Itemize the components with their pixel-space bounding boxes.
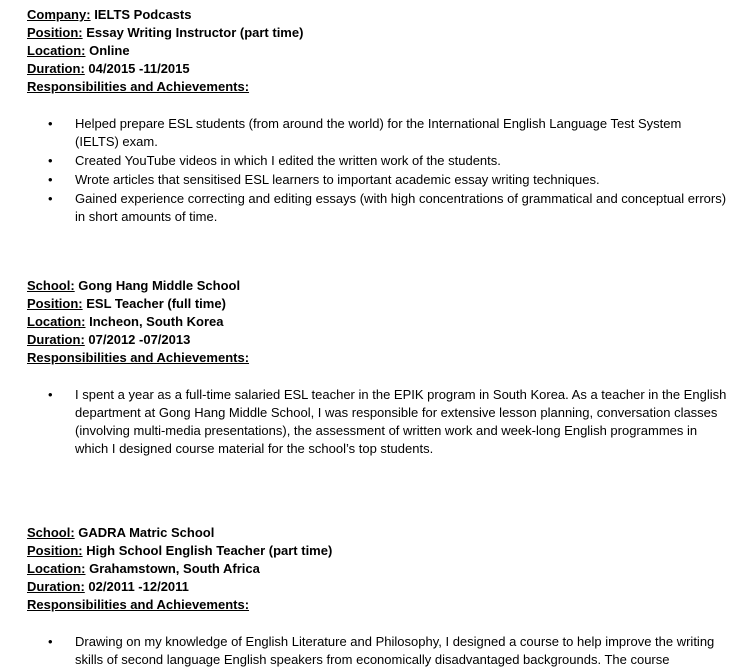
position-value: Essay Writing Instructor (part time)	[86, 25, 304, 40]
location-label: Location:	[27, 314, 86, 329]
job-ielts-bullets	[48, 115, 728, 227]
job-gong-hang-bullets	[48, 386, 728, 459]
location-value: Incheon, South Korea	[89, 314, 224, 329]
responsibilities-heading	[27, 78, 737, 96]
position-line	[27, 24, 737, 42]
responsibilities-heading	[27, 596, 737, 614]
responsibilities-heading	[27, 349, 737, 367]
position-label: Position:	[27, 296, 83, 311]
responsibilities-label: Responsibilities and Achievements:	[27, 79, 250, 94]
job-gadra-bullets	[48, 633, 728, 670]
list-item: • I spent a year as a full-time salaried ESL teacher in the EPIK program in South Korea. As a teacher in the English department at Gong Hang Middle School, I was responsible for extensive lesson planning, conversation classes (involving multi-media presentations), the assessment of written work and week-long English programmes in which I designed course material for the school’s top students.	[48, 386, 728, 458]
duration-value: 04/2015 -11/2015	[88, 61, 190, 76]
company-line	[27, 6, 737, 24]
duration-line	[27, 60, 737, 78]
job-gadra	[27, 524, 737, 614]
job-ielts-podcasts	[27, 6, 737, 96]
responsibilities-label: Responsibilities and Achievements:	[27, 350, 250, 365]
position-value: High School English Teacher (part time)	[86, 543, 333, 558]
location-line	[27, 313, 737, 331]
school-value: Gong Hang Middle School	[78, 278, 241, 293]
location-line	[27, 560, 737, 578]
location-label: Location:	[27, 561, 86, 576]
duration-label: Duration:	[27, 61, 85, 76]
school-line	[27, 277, 737, 295]
company-value: IELTS Podcasts	[94, 7, 192, 22]
school-line	[27, 524, 737, 542]
position-label: Position:	[27, 543, 83, 558]
location-value: Online	[89, 43, 130, 58]
list-item: • Gained experience correcting and editing essays (with high concentrations of grammatical and conceptual errors) in short amounts of time.	[48, 190, 728, 226]
school-label: School:	[27, 278, 75, 293]
list-item: • Drawing on my knowledge of English Literature and Philosophy, I designed a course to help improve the writing skills of second language English speakers from economically disadvantaged backgrounds. The course	[48, 633, 728, 669]
school-label: School:	[27, 525, 75, 540]
duration-value: 02/2011 -12/2011	[88, 579, 189, 594]
position-line	[27, 542, 737, 560]
job-gong-hang	[27, 277, 737, 367]
position-value: ESL Teacher (full time)	[86, 296, 226, 311]
duration-value: 07/2012 -07/2013	[88, 332, 191, 347]
company-label: Company:	[27, 7, 91, 22]
list-item: • Helped prepare ESL students (from around the world) for the International English Language Test System (IELTS) exam.	[48, 115, 728, 151]
duration-line	[27, 331, 737, 349]
location-line	[27, 42, 737, 60]
responsibilities-label: Responsibilities and Achievements:	[27, 597, 250, 612]
list-item: • Created YouTube videos in which I edited the written work of the students.	[48, 152, 728, 170]
location-label: Location:	[27, 43, 86, 58]
duration-label: Duration:	[27, 579, 85, 594]
list-item: • Wrote articles that sensitised ESL learners to important academic essay writing techniques.	[48, 171, 728, 189]
location-value: Grahamstown, South Africa	[89, 561, 260, 576]
position-line	[27, 295, 737, 313]
school-value: GADRA Matric School	[78, 525, 215, 540]
duration-label: Duration:	[27, 332, 85, 347]
position-label: Position:	[27, 25, 83, 40]
duration-line	[27, 578, 737, 596]
